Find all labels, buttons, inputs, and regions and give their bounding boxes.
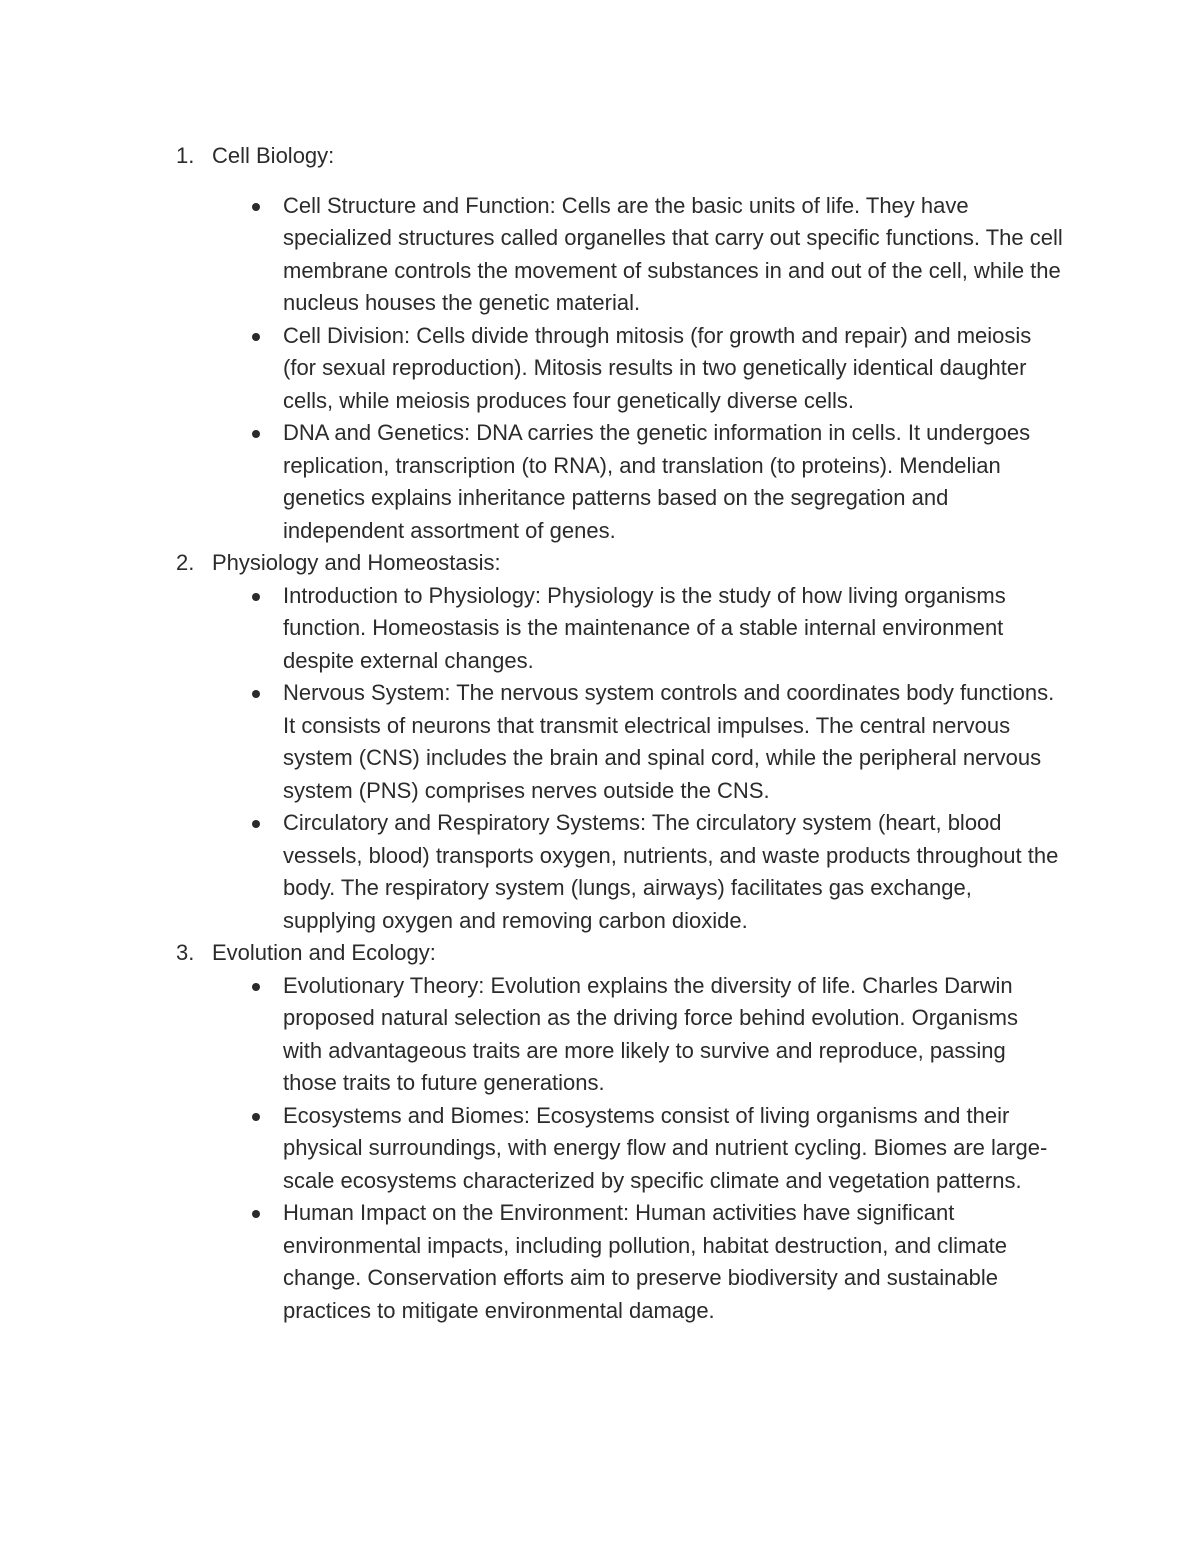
bullet-icon [252, 1113, 260, 1121]
section-title: Cell Biology: [212, 143, 335, 168]
list-item [172, 580, 1072, 678]
list-item-text: Cell Division: Cells divide through mitosis (for growth and repair) and meiosis (for sexual reproduction). Mitosis results in two genetically identical daughter cells, while meiosis produces four genetically diverse cells. [283, 322, 1032, 413]
list-item-text: Cell Structure and Function: Cells are the basic units of life. They have specialized structures called organelles that carry out specific functions. The cell membrane controls the movement of substances in and out of the cell, while the nucleus houses the genetic material. [283, 192, 1063, 315]
list-item-text: Introduction to Physiology: Physiology is the study of how living organisms function. Homeostasis is the maintenance of a stable internal environment despite external changes. [283, 582, 1006, 673]
bullet-icon [252, 1210, 260, 1218]
section-cell-biology [172, 140, 1072, 547]
list-item-text: DNA and Genetics: DNA carries the genetic information in cells. It undergoes replication, transcription (to RNA), and translation (to proteins). Mendelian genetics explains inheritance patterns based on the segregation and independent assortment of genes. [283, 420, 1031, 543]
bullet-icon [252, 983, 260, 991]
list-item-text: Evolutionary Theory: Evolution explains the diversity of life. Charles Darwin proposed natural selection as the driving force behind evolution. Organisms with advantageous traits are more likely to survive and reproduce, passing those traits to future generations. [283, 972, 1018, 1095]
bullet-icon [252, 333, 260, 341]
list-item [172, 970, 1072, 1100]
section-number: 2. [176, 550, 195, 575]
bullet-icon [252, 820, 260, 828]
bullet-list [172, 190, 1072, 548]
bullet-icon [252, 430, 260, 438]
bullet-icon [252, 690, 260, 698]
bullet-icon [252, 203, 260, 211]
section-number: 1. [176, 143, 195, 168]
bullet-list [172, 580, 1072, 938]
section-heading [172, 140, 1072, 173]
section-title: Physiology and Homeostasis: [212, 550, 501, 575]
spacer [172, 173, 1072, 190]
list-item [172, 807, 1072, 937]
list-item [172, 1197, 1072, 1327]
list-item-text: Ecosystems and Biomes: Ecosystems consist of living organisms and their physical surroundings, with energy flow and nutrient cycling. Biomes are large-scale ecosystems characterized by specific climate and vegetation patterns. [283, 1102, 1048, 1193]
bullet-list [172, 970, 1072, 1328]
list-item [172, 190, 1072, 320]
list-item-text: Nervous System: The nervous system controls and coordinates body functions. It consists of neurons that transmit electrical impulses. The central nervous system (CNS) includes the brain and spinal cord, while the peripheral nervous system (PNS) comprises nerves outside the CNS. [283, 680, 1055, 803]
list-item-text: Circulatory and Respiratory Systems: The circulatory system (heart, blood vessels, blood) transports oxygen, nutrients, and waste products throughout the body. The respiratory system (lungs, airways) facilitates gas exchange, supplying oxygen and removing carbon dioxide. [283, 810, 1059, 933]
list-item [172, 1100, 1072, 1198]
section-number: 3. [176, 940, 195, 965]
document-body [172, 140, 1072, 1327]
list-item [172, 417, 1072, 547]
list-item [172, 320, 1072, 418]
section-heading [172, 547, 1072, 580]
section-heading [172, 937, 1072, 970]
bullet-icon [252, 593, 260, 601]
list-item [172, 677, 1072, 807]
section-physiology-homeostasis [172, 547, 1072, 937]
section-evolution-ecology [172, 937, 1072, 1327]
section-title: Evolution and Ecology: [212, 940, 436, 965]
list-item-text: Human Impact on the Environment: Human activities have significant environmental impacts, including pollution, habitat destruction, and climate change. Conservation efforts aim to preserve biodiversity and sustainable practices to mitigate environmental damage. [283, 1200, 1007, 1323]
